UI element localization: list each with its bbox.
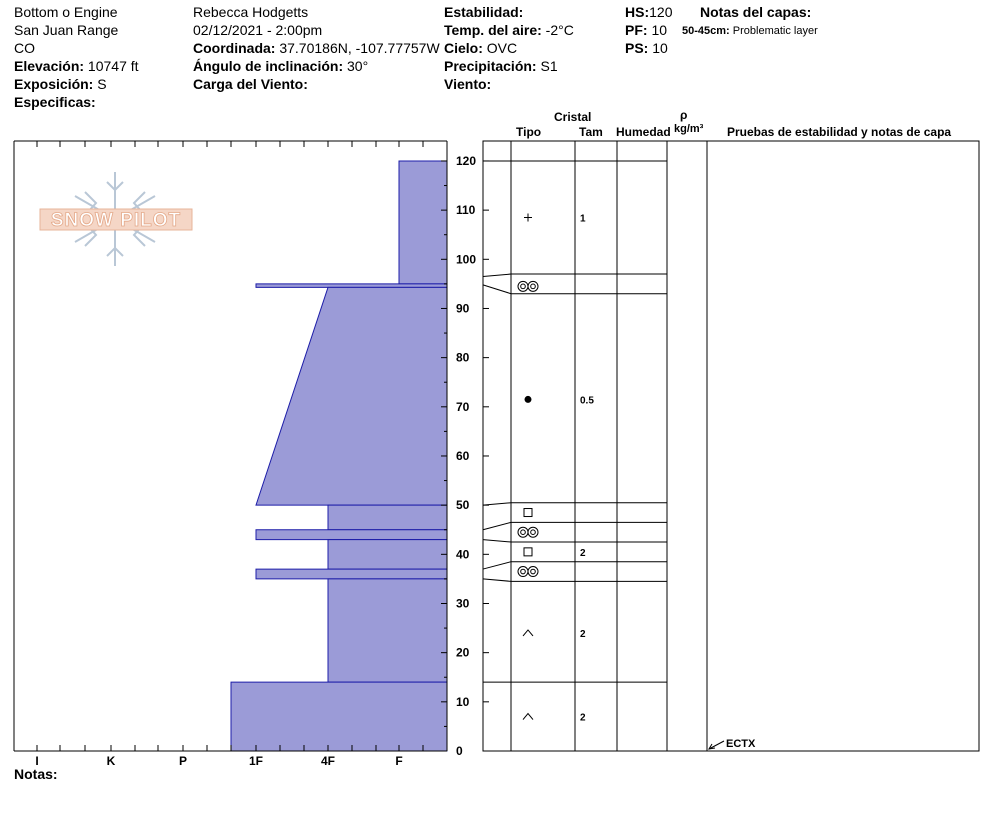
depth-label: 80 (456, 350, 470, 365)
stability-test-result: ECTX (726, 738, 756, 750)
rounded-grain-icon (525, 396, 532, 403)
size-header: Tam (579, 125, 603, 139)
depth-label: 20 (456, 645, 470, 660)
layer-notes-label: Notas del capas: (700, 4, 812, 20)
hardness-layer (256, 284, 447, 287)
crystal-header: Cristal (554, 110, 592, 124)
snowpilot-logo (40, 172, 192, 266)
elevation-value: 10747 ft (87, 58, 139, 74)
precip-value: S1 (540, 58, 558, 74)
aspect-label: Exposición: (14, 76, 94, 92)
pf-label: PF: (625, 22, 648, 38)
crystal-size: 2 (580, 628, 586, 640)
hardness-label: 4F (320, 754, 336, 768)
specifics-label: Especificas: (14, 94, 96, 110)
depth-label: 60 (456, 448, 470, 463)
boundary-connector (483, 540, 511, 542)
coordinates-label: Coordinada: (193, 40, 276, 56)
depth-label: 70 (456, 399, 470, 414)
boundary-connector (483, 274, 511, 276)
aspect-value: S (97, 76, 107, 92)
layer-note-range: 50-45cm: (682, 25, 730, 37)
crystal-size: 2 (580, 712, 586, 724)
faceted-crystal-icon (524, 509, 532, 517)
observer-name: Rebecca Hodgetts (193, 4, 309, 20)
depth-label: 90 (456, 301, 470, 316)
moisture-header: Humedad (616, 125, 671, 139)
slope-value: 30° (347, 58, 369, 74)
depth-label: 110 (456, 203, 476, 218)
depth-label: 50 (456, 498, 470, 513)
hardness-label: I (35, 754, 39, 768)
depth-label: 100 (456, 252, 477, 267)
hardness-label: 1F (248, 754, 264, 768)
stability-label: Estabilidad: (444, 4, 524, 20)
hardness-layer (256, 287, 447, 505)
logo-text: SNOW PILOT (50, 210, 182, 231)
depth-axis (441, 154, 489, 758)
hardness-label: P (178, 754, 188, 768)
air-temp-label: Temp. del aire: (444, 22, 542, 38)
hardness-layer (399, 161, 447, 284)
precip-label: Precipitación: (444, 58, 537, 74)
depth-label: 10 (456, 694, 470, 709)
boundary-connector (483, 579, 511, 581)
state: CO (14, 40, 35, 56)
boundary-connector (483, 562, 511, 569)
rho-header: ρ (680, 108, 688, 122)
surface-hoar-icon (518, 527, 538, 537)
density-header: kg/m³ (674, 123, 704, 135)
layer-note-text: Problematic layer (732, 25, 818, 37)
crystal-size: 2 (580, 547, 586, 559)
depth-hoar-icon (523, 714, 533, 720)
depth-label: 30 (456, 596, 470, 611)
hardness-layer (256, 530, 447, 540)
hardness-layers (231, 161, 447, 751)
boundary-connector (483, 285, 511, 294)
boundary-connector (483, 522, 511, 529)
elevation-label: Elevación: (14, 58, 85, 74)
surface-hoar-icon (518, 281, 538, 291)
wind-label: Viento: (444, 76, 492, 92)
hardness-layer (328, 505, 447, 530)
sky-label: Cielo: (444, 40, 483, 56)
depth-label: 40 (456, 547, 470, 562)
location-name: Bottom o Engine (14, 4, 118, 20)
observation-datetime: 02/12/2021 - 2:00pm (193, 22, 323, 38)
boundary-connector (483, 503, 511, 505)
crystal-table (483, 141, 979, 751)
profile-notes-label: Notas: (14, 766, 58, 782)
hardness-label: K (106, 754, 116, 768)
stability-test (709, 738, 756, 750)
air-temp-value: -2°C (545, 22, 574, 38)
pf-value: 10 (651, 22, 668, 38)
coordinates-value: 37.70186N, -107.77757W (279, 40, 440, 56)
hardness-label: F (395, 754, 403, 768)
crystal-marks (518, 214, 594, 724)
surface-hoar-icon (518, 567, 538, 577)
ps-value: 10 (652, 40, 668, 56)
faceted-crystal-icon (524, 548, 532, 556)
hardness-layer (328, 540, 447, 570)
hardness-layer (328, 579, 447, 682)
hs-value: 120 (649, 4, 673, 20)
depth-label: 0 (456, 744, 463, 758)
crystal-size: 0.5 (580, 395, 594, 407)
depth-hoar-icon (523, 630, 533, 636)
type-header: Tipo (516, 125, 542, 139)
crystal-size: 1 (580, 213, 586, 225)
hs-label: HS: (625, 4, 650, 20)
ps-label: PS: (625, 40, 649, 56)
stability-tests-header: Pruebas de estabilidad y notas de capa (727, 125, 952, 139)
wind-load-label: Carga del Viento: (193, 76, 308, 92)
depth-label: 120 (456, 153, 477, 168)
hardness-layer (231, 682, 447, 751)
mountain-range: San Juan Range (14, 22, 119, 38)
slope-label: Ángulo de inclinación: (193, 58, 344, 74)
sky-value: OVC (486, 40, 518, 56)
hardness-layer (256, 569, 447, 579)
